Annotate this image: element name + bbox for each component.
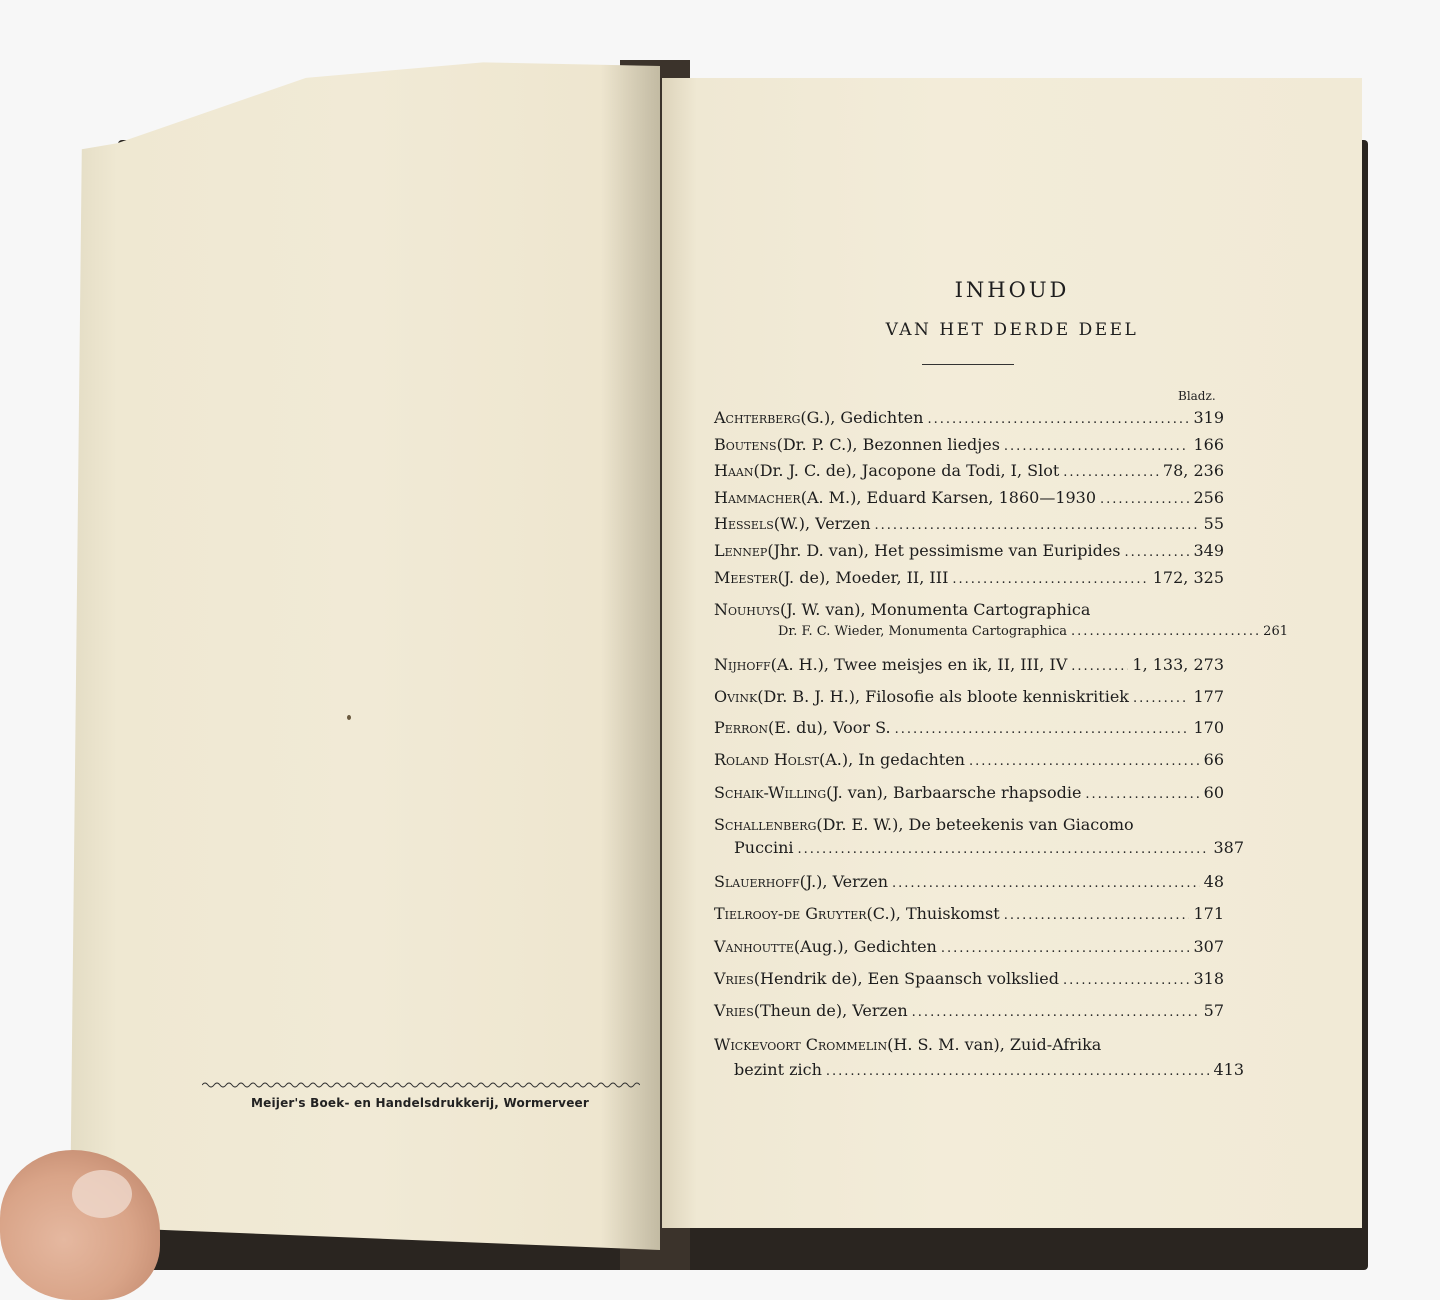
title-rule: [922, 364, 1014, 365]
toc-entry: [714, 815, 1224, 839]
toc-page-number: 166: [1193, 435, 1224, 454]
toc-page-number: 387: [1213, 838, 1244, 857]
toc-page-number: 55: [1203, 514, 1224, 533]
leader-dots: [1071, 624, 1259, 639]
wavy-rule: [202, 1080, 640, 1090]
leader-dots: [1133, 691, 1189, 706]
leader-dots: [1063, 973, 1189, 988]
toc-author: Ovink: [714, 687, 758, 706]
leader-dots: [1004, 439, 1190, 454]
toc-title-text: (A. H.), Twee meisjes en ik, II, III, IV: [770, 655, 1068, 674]
toc-title-text: (J.), Verzen: [799, 872, 888, 891]
toc-page-number: 318: [1193, 969, 1224, 988]
toc-page-number: 48: [1203, 872, 1224, 891]
toc-page-number: 413: [1213, 1060, 1244, 1079]
toc-title-text: (E. du), Voor S.: [768, 718, 891, 737]
toc-entry: [714, 488, 1224, 512]
toc-title-text: (Dr. E. W.), De beteekenis van Giacomo: [816, 815, 1134, 834]
toc-page-number: 172, 325: [1152, 568, 1224, 587]
leader-dots: [826, 1064, 1210, 1079]
toc-author: Roland Holst: [714, 750, 819, 769]
toc-entry: [714, 783, 1224, 807]
toc-author: Hessels: [714, 514, 774, 533]
leader-dots: [1085, 787, 1199, 802]
toc-entry: [714, 969, 1224, 993]
toc-entry: [714, 600, 1224, 624]
leader-dots: [1004, 908, 1190, 923]
toc-title-text: (W.), Verzen: [773, 514, 871, 533]
toc-title-text: (Hendrik de), Een Spaansch volkslied: [753, 969, 1059, 988]
page-column-header: Bladz.: [1178, 389, 1216, 403]
toc-author: Wickevoort Crommelin: [714, 1035, 888, 1054]
toc-entry: [714, 750, 1224, 774]
toc-entry: [714, 461, 1224, 485]
toc-entry: [714, 1035, 1224, 1059]
toc-entry: [714, 838, 1244, 862]
toc-title-text: (A.), In gedachten: [819, 750, 965, 769]
leader-dots: [1063, 465, 1159, 480]
toc-author: Vries: [714, 969, 754, 988]
toc-title-text: (Aug.), Gedichten: [793, 937, 937, 956]
toc-author: Boutens: [714, 435, 777, 454]
toc-page-number: 307: [1193, 937, 1224, 956]
toc-author: Meester: [714, 568, 778, 587]
leader-dots: [912, 1005, 1200, 1020]
toc-page-number: 177: [1193, 687, 1224, 706]
leader-dots: [895, 722, 1190, 737]
toc-page-number: 60: [1203, 783, 1224, 802]
toc-title-text: (J. W. van), Monumenta Cartographica: [779, 600, 1091, 619]
leader-dots: [941, 941, 1190, 956]
toc-page-number: 170: [1193, 718, 1224, 737]
toc-entry: [714, 1001, 1224, 1025]
toc-entry: [714, 408, 1224, 432]
leader-dots: [969, 754, 1200, 769]
toc-page-number: 66: [1203, 750, 1224, 769]
toc-title-text: (Dr. P. C.), Bezonnen liedjes: [776, 435, 1000, 454]
toc-author: Nijhoff: [714, 655, 771, 674]
printer-colophon: Meijer's Boek- en Handelsdrukkerij, Wormerveer: [250, 1096, 589, 1110]
toc-page-number: 57: [1203, 1001, 1224, 1020]
toc-entry: [714, 541, 1224, 565]
toc-entry: [714, 514, 1224, 538]
toc-entry: [714, 718, 1224, 742]
toc-title-text: Puccini: [734, 838, 794, 857]
toc-entry: [714, 872, 1224, 896]
toc-entry: [714, 687, 1224, 711]
toc-author: Slauerhoff: [714, 872, 800, 891]
toc-title-text: (Dr. B. J. H.), Filosofie als bloote kenniskritiek: [757, 687, 1129, 706]
toc-entry: [714, 655, 1224, 679]
leader-dots: [1125, 545, 1190, 560]
toc-entry: [714, 904, 1224, 928]
toc-author: Achterberg: [714, 408, 801, 427]
page-gutter-shadow: [600, 60, 660, 1250]
toc-entry: [714, 624, 1288, 648]
toc-author: Perron: [714, 718, 769, 737]
toc-author: Tielrooy-de Gruyter: [714, 904, 867, 923]
toc-author: Schallenberg: [714, 815, 817, 834]
leader-dots: [798, 842, 1210, 857]
toc-title-text: (Jhr. D. van), Het pessimisme van Euripides: [767, 541, 1121, 560]
toc-page-number: 261: [1263, 624, 1288, 639]
toc-entry: [714, 937, 1224, 961]
paper-speck: [347, 715, 351, 720]
toc-page-number: 78, 236: [1162, 461, 1224, 480]
toc-author: Vries: [714, 1001, 754, 1020]
toc-title-text: Dr. F. C. Wieder, Monumenta Cartographica: [778, 624, 1068, 639]
leader-dots: [875, 518, 1200, 533]
toc-title-text: (J. de), Moeder, II, III: [777, 568, 949, 587]
thumbnail-highlight: [72, 1170, 132, 1218]
toc-entry: [714, 435, 1224, 459]
leader-dots: [1100, 492, 1189, 507]
leader-dots: [1071, 659, 1128, 674]
left-page: [70, 60, 660, 1250]
toc-author: Lennep: [714, 541, 768, 560]
toc-title-text: (G.), Gedichten: [800, 408, 924, 427]
toc-author: Schaik-Willing: [714, 783, 827, 802]
toc-title-text: (A. M.), Eduard Karsen, 1860—1930: [800, 488, 1097, 507]
toc-entry: [714, 1060, 1244, 1084]
leader-dots: [892, 876, 1200, 891]
leader-dots: [952, 572, 1148, 587]
toc-entry: [714, 568, 1224, 592]
toc-title: INHOUD: [954, 278, 1070, 302]
toc-page-number: 171: [1193, 904, 1224, 923]
toc-author: Vanhoutte: [714, 937, 794, 956]
toc-title-text: (Dr. J. C. de), Jacopone da Todi, I, Slot: [753, 461, 1060, 480]
toc-subtitle: VAN HET DERDE DEEL: [885, 320, 1139, 340]
leader-dots: [927, 412, 1189, 427]
toc-title-text: (Theun de), Verzen: [753, 1001, 908, 1020]
toc-author: Hammacher: [714, 488, 801, 507]
toc-title-text: (H. S. M. van), Zuid-Afrika: [887, 1035, 1102, 1054]
toc-title-text: bezint zich: [734, 1060, 822, 1079]
toc-page-number: 1, 133, 273: [1132, 655, 1224, 674]
toc-page-number: 256: [1193, 488, 1224, 507]
toc-title-text: (J. van), Barbaarsche rhapsodie: [826, 783, 1082, 802]
toc-author: Nouhuys: [714, 600, 780, 619]
toc-author: Haan: [714, 461, 754, 480]
toc-title-text: (C.), Thuiskomst: [866, 904, 1000, 923]
toc-page-number: 349: [1193, 541, 1224, 560]
toc-page-number: 319: [1193, 408, 1224, 427]
